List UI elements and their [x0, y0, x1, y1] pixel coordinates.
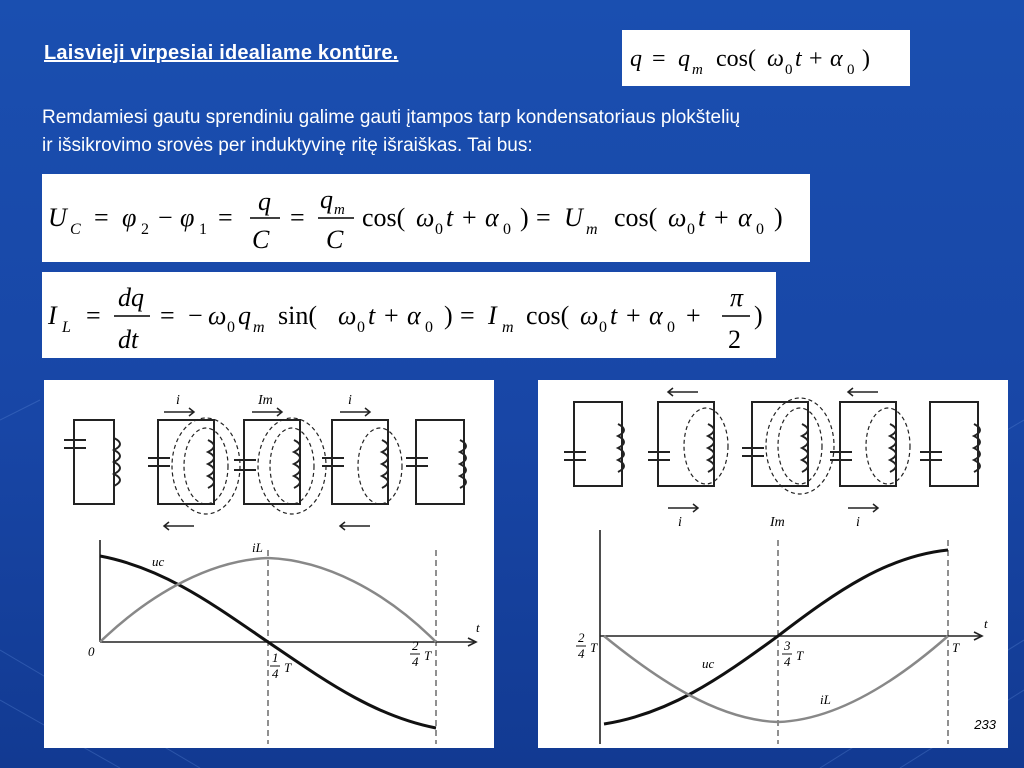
svg-text:0: 0: [435, 221, 443, 238]
svg-text:α: α: [830, 46, 843, 72]
svg-text:1: 1: [199, 221, 207, 238]
left-axis-t: t: [476, 620, 480, 635]
svg-text:t: t: [795, 46, 802, 72]
svg-text:U: U: [564, 203, 583, 232]
svg-text:=: =: [290, 203, 305, 232]
svg-text:−: −: [158, 203, 173, 232]
formula-current: [42, 272, 776, 358]
svg-text:q: q: [320, 185, 333, 214]
svg-text:ω: ω: [668, 203, 687, 232]
left-curve-il-label: iL: [252, 540, 263, 555]
right-tick-T: T: [952, 640, 960, 655]
svg-text:0: 0: [667, 319, 675, 336]
svg-text:0: 0: [847, 62, 855, 78]
left-tick-quarter-den: 4: [272, 666, 279, 681]
svg-text:cos(: cos(: [362, 203, 406, 232]
svg-text:I: I: [488, 301, 497, 330]
left-tick-half-T: T: [424, 648, 432, 663]
svg-text:=: =: [652, 46, 666, 72]
svg-text:): ): [754, 301, 763, 330]
right-label-im: Im: [770, 515, 785, 530]
svg-text:m: m: [253, 319, 265, 336]
svg-text:ω: ω: [338, 301, 357, 330]
right-tick-half-num: 2: [578, 630, 585, 645]
svg-text:0: 0: [357, 319, 365, 336]
svg-text:2: 2: [728, 325, 741, 354]
left-label-im: Im: [258, 393, 273, 408]
left-tick-half-den: 4: [412, 654, 419, 669]
svg-text:+: +: [626, 301, 641, 330]
right-axis-t: t: [984, 616, 988, 631]
svg-text:=: =: [460, 301, 475, 330]
svg-text:q: q: [630, 46, 642, 72]
right-label-i2: i: [856, 515, 860, 530]
svg-text:t: t: [698, 203, 706, 232]
right-tick-half-T: T: [590, 640, 598, 655]
right-curve-uc: [604, 550, 948, 724]
svg-text:C: C: [252, 225, 270, 254]
right-tick-3q-den: 4: [784, 654, 791, 669]
svg-text:q: q: [258, 187, 271, 216]
formula-charge: [622, 30, 910, 86]
svg-text:=: =: [536, 203, 551, 232]
svg-text:+: +: [384, 301, 399, 330]
svg-text:φ: φ: [122, 203, 137, 232]
svg-text:+: +: [714, 203, 729, 232]
left-label-i1: i: [176, 393, 180, 408]
svg-text:α: α: [649, 301, 663, 330]
svg-text:0: 0: [425, 319, 433, 336]
svg-text:): ): [774, 203, 783, 232]
slide-title: Laisvieji virpesiai idealiame kontūre.: [44, 42, 399, 64]
svg-text:ω: ω: [416, 203, 435, 232]
svg-text:+: +: [686, 301, 701, 330]
page-number: 233: [974, 717, 996, 732]
svg-text:+: +: [462, 203, 477, 232]
svg-text:0: 0: [503, 221, 511, 238]
svg-text:cos(: cos(: [716, 46, 756, 72]
svg-text:dq: dq: [118, 283, 144, 312]
svg-text:=: =: [86, 301, 101, 330]
figure-left: [44, 380, 494, 748]
svg-text:q: q: [238, 301, 251, 330]
svg-text:+: +: [809, 46, 823, 72]
svg-text:0: 0: [687, 221, 695, 238]
right-curve-il-label: iL: [820, 692, 831, 707]
svg-text:cos(: cos(: [526, 301, 570, 330]
svg-text:C: C: [70, 221, 81, 238]
svg-text:0: 0: [785, 62, 793, 78]
svg-text:sin(: sin(: [278, 301, 317, 330]
svg-text:0: 0: [227, 319, 235, 336]
svg-text:C: C: [326, 225, 344, 254]
svg-text:ω: ω: [580, 301, 599, 330]
svg-text:): ): [862, 46, 870, 72]
left-origin: 0: [88, 644, 95, 659]
intro-line-2: ir išsikrovimo srovės per induktyvinę ritę išraiškas. Tai bus:: [42, 135, 533, 156]
svg-text:m: m: [692, 62, 703, 78]
svg-text:π: π: [730, 283, 744, 312]
left-tick-quarter-T: T: [284, 660, 292, 675]
right-tick-3q-T: T: [796, 648, 804, 663]
right-tick-half-den: 4: [578, 646, 585, 661]
intro-line-1: Remdamiesi gautu sprendiniu galime gauti įtampos tarp kondensatoriaus plokštelių: [42, 107, 741, 128]
svg-text:2: 2: [141, 221, 149, 238]
svg-text:=: =: [160, 301, 175, 330]
right-curve-uc-label: uc: [702, 656, 715, 671]
svg-text:m: m: [502, 319, 514, 336]
svg-text:I: I: [48, 301, 57, 330]
svg-text:t: t: [368, 301, 376, 330]
svg-text:α: α: [738, 203, 752, 232]
svg-text:α: α: [485, 203, 499, 232]
svg-text:=: =: [218, 203, 233, 232]
svg-text:): ): [444, 301, 453, 330]
left-curve-uc-label: uc: [152, 554, 165, 569]
svg-text:ω: ω: [208, 301, 227, 330]
svg-text:m: m: [586, 221, 598, 238]
left-tick-quarter-num: 1: [272, 650, 279, 665]
intro-text: [42, 104, 1002, 160]
svg-text:−: −: [188, 301, 203, 330]
svg-text:φ: φ: [180, 203, 195, 232]
left-label-i2: i: [348, 393, 352, 408]
svg-text:α: α: [407, 301, 421, 330]
svg-text:0: 0: [599, 319, 607, 336]
svg-text:dt: dt: [118, 325, 139, 354]
left-tick-half-num: 2: [412, 638, 419, 653]
svg-text:m: m: [334, 202, 345, 218]
figure-right: [538, 380, 1008, 748]
formula-voltage: [42, 174, 810, 262]
right-label-i1: i: [678, 515, 682, 530]
svg-text:t: t: [610, 301, 618, 330]
svg-text:=: =: [94, 203, 109, 232]
svg-text:t: t: [446, 203, 454, 232]
right-tick-3q-num: 3: [784, 638, 791, 653]
svg-text:): ): [520, 203, 529, 232]
svg-text:cos(: cos(: [614, 203, 658, 232]
svg-text:L: L: [62, 319, 71, 336]
svg-text:q: q: [678, 46, 690, 72]
svg-text:ω: ω: [767, 46, 784, 72]
svg-text:U: U: [48, 203, 67, 232]
svg-text:0: 0: [756, 221, 764, 238]
